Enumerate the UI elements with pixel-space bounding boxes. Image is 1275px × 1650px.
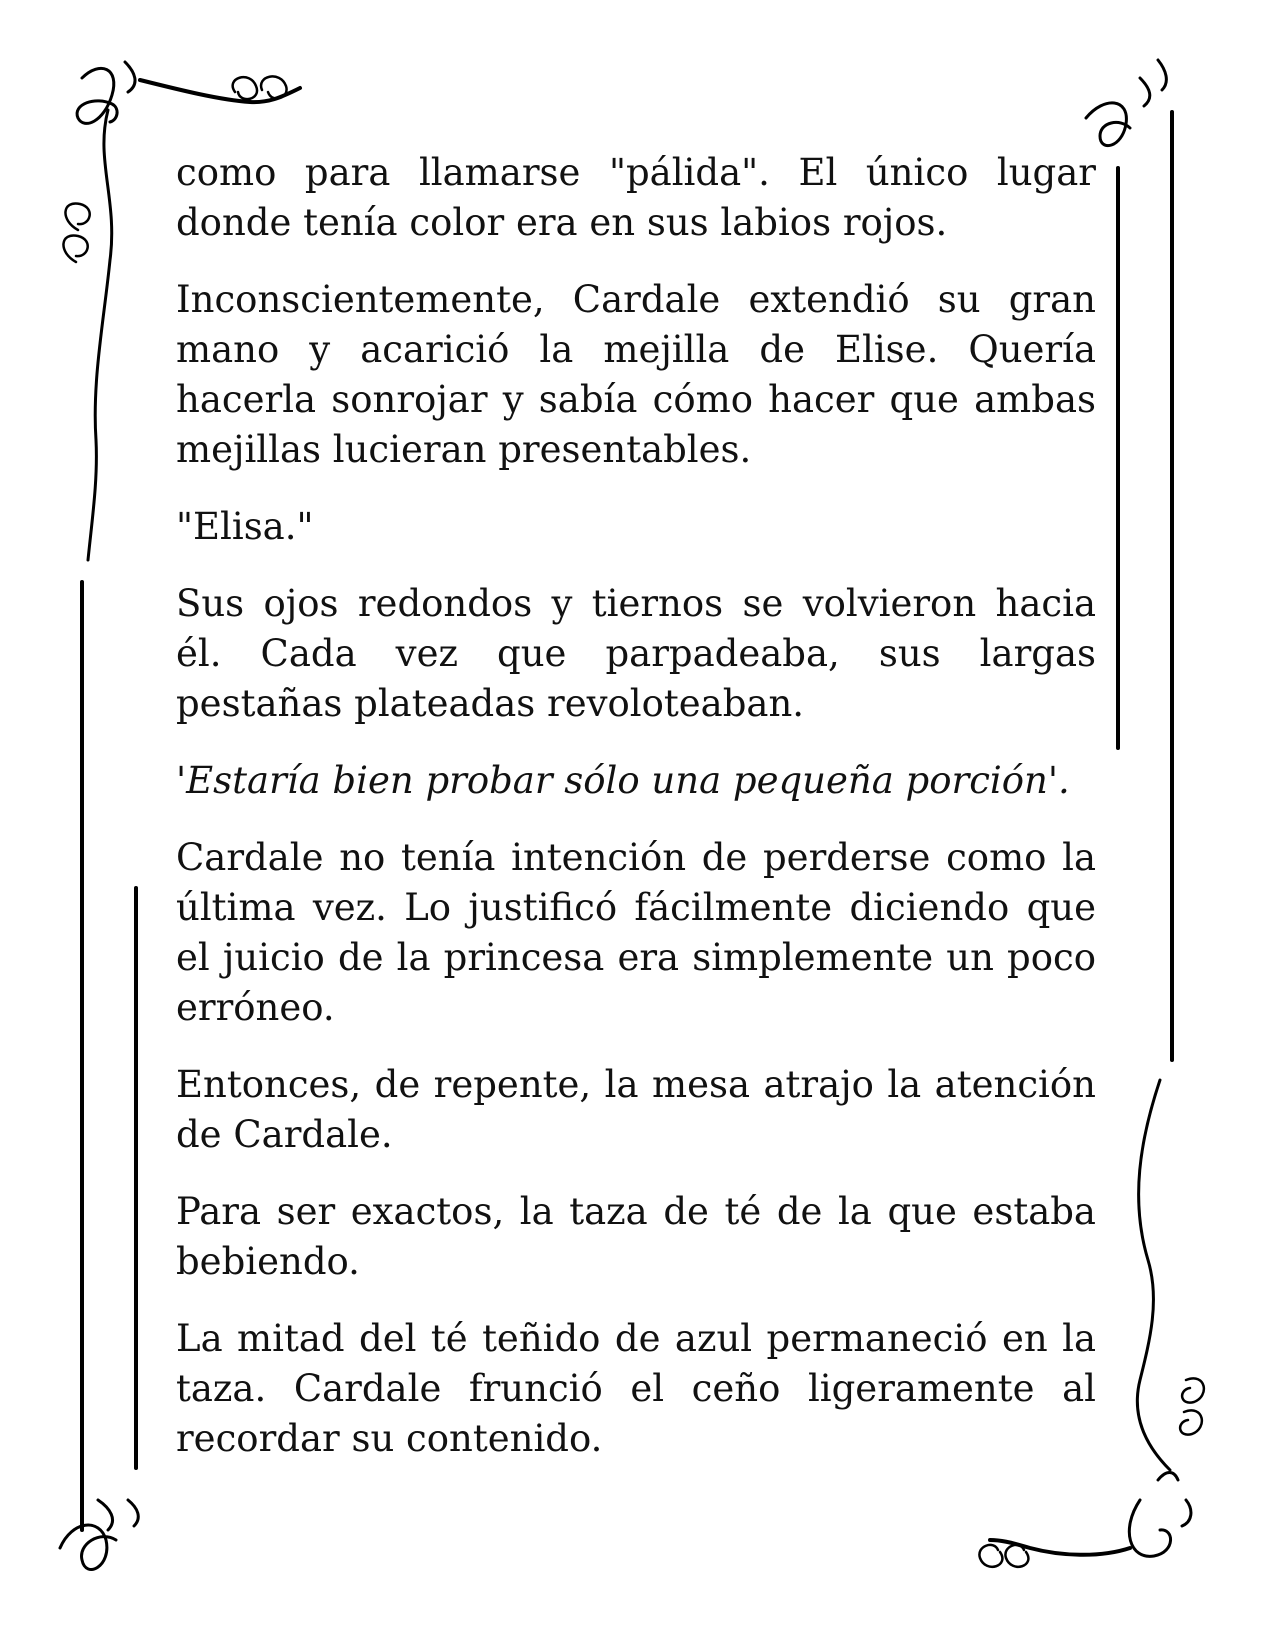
- bottom-left-curl: [98, 1500, 138, 1530]
- paragraph: Entonces, de repente, la mesa atrajo la atención de Cardale.: [176, 1063, 1096, 1156]
- paragraph: Sus ojos redondos y tiernos se volvieron hacia él. Cada vez que parpadeaba, sus largas pestañas plateadas revoloteaban.: [176, 582, 1096, 725]
- top-right-flourish: [1086, 103, 1130, 146]
- paragraph: Para ser exactos, la taza de té de la que estaba bebiendo.: [176, 1190, 1096, 1283]
- paragraph: Cardale no tenía intención de perderse como la última vez. Lo justificó fácilmente diciendo que el juicio de la princesa era simplemente un poco erróneo.: [176, 836, 1096, 1029]
- right-swirl-lower: [1137, 1080, 1170, 1470]
- left-loops-upper: [63, 203, 89, 262]
- bottom-right-loops: [979, 1545, 1028, 1567]
- bottom-right-flourish: [1129, 1500, 1170, 1556]
- top-left-curl: [125, 62, 135, 92]
- right-loops-lower: [1180, 1378, 1204, 1434]
- italic-thought: 'Estaría bien probar sólo una pequeña porción'.: [176, 759, 1070, 802]
- bottom-right-curl: [1158, 1473, 1191, 1527]
- paragraph: Inconscientemente, Cardale extendió su gran mano y acarició la mejilla de Elise. Quería hacerla sonrojar y sabía cómo hacer que ambas mejillas lucieran presentables.: [176, 278, 1096, 471]
- left-swirl-upper: [88, 110, 112, 560]
- story-text: [176, 148, 1096, 1491]
- paragraph: "Elisa.": [176, 505, 314, 548]
- paragraph: La mitad del té teñido de azul permaneció en la taza. Cardale frunció el ceño ligeramente al recordar su contenido.: [176, 1317, 1096, 1460]
- top-left-flourish: [77, 68, 117, 123]
- paragraph: como para llamarse "pálida". El único lugar donde tenía color era en sus labios rojos.: [176, 151, 1096, 244]
- top-right-curl: [1140, 60, 1166, 106]
- bottom-left-flourish: [60, 1525, 116, 1569]
